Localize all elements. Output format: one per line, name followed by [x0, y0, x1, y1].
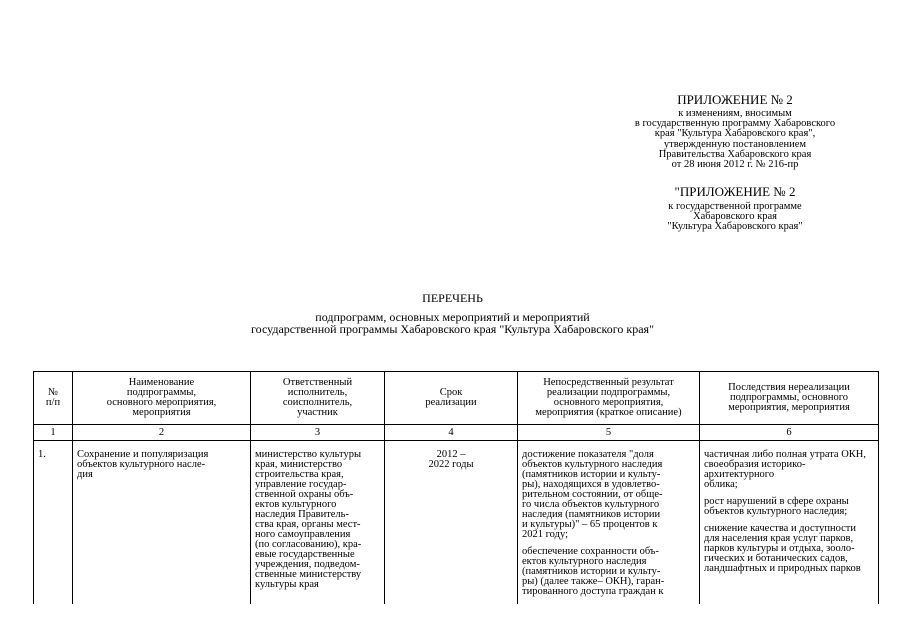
appendix-program-line: к государственной программе [668, 201, 802, 212]
header-cell-executor: Ответственный исполнитель, соисполнитель, участник [251, 372, 385, 425]
result-paragraph: обеспечение сохранности объ- ектов культурного наследия (памятников истории и культу- ры) (далее также– ОКН), гаран- тированного доступа граждан к [522, 546, 665, 597]
row-name: Сохранение и популяризация объектов культурного насле- дия [73, 441, 251, 605]
row-consequences [700, 441, 879, 605]
column-number: 6 [700, 425, 879, 441]
result-paragraph: достижение показателя "доля объектов культурного наследия (памятников истории и культу- ры), находящихся в удовлетво- рительном состоянии, от обще- го числа объектов культурного наследия (памятников истории и культуры)" – 65 процентов к 2021 году; [522, 449, 663, 540]
row-period: 2012 – 2022 годы [385, 441, 518, 605]
column-number: 3 [251, 425, 385, 441]
consequence-paragraph: частичная либо полная утрата ОКН, своеобразия историко-архитектурного облика; [704, 449, 867, 490]
column-number: 1 [34, 425, 73, 441]
row-results [518, 441, 700, 605]
appendix-amendment-line: Правительства Хабаровского края [658, 148, 812, 160]
appendix-amendment-line: от 28 июня 2012 г. № 216-пр [671, 159, 799, 171]
appendix-program-line: "Культура Хабаровского края" [667, 221, 803, 233]
column-number: 5 [518, 425, 700, 441]
header-cell-num: № п/п [34, 372, 73, 425]
header-cell-result: Непосредственный результат реализации подпрограммы, основного мероприятия, мероприятия (краткое описание) [518, 372, 700, 425]
consequence-paragraph: снижение качества и доступности для населения края услуг парков, парков культуры и отдыха, зооло- гических и ботанических садов, ландшафтных и природных парков [704, 523, 861, 574]
appendix-amendment-block [600, 92, 870, 170]
appendix-amendment-line: в государственную программу Хабаровского [634, 118, 836, 130]
appendix-amendment-line: утвержденную постановлением [663, 138, 807, 150]
column-number-row [34, 425, 879, 441]
row-number: 1. [34, 441, 73, 605]
appendix-amendment-line: края "Культура Хабаровского края", [654, 128, 816, 140]
header-cell-period: Срок реализации [385, 372, 518, 425]
consequence-paragraph: рост нарушений в сфере охраны объектов культурного наследия; [704, 496, 849, 517]
appendix-program-line: Хабаровского края [693, 211, 777, 223]
header-cell-consequences: Последствия нереализации подпрограммы, основного мероприятия, мероприятия [700, 372, 879, 425]
heading-subtitle-line: государственной программы Хабаровского края "Культура Хабаровского края" [251, 321, 654, 336]
appendix-amendment-title: ПРИЛОЖЕНИЕ № 2 [677, 92, 793, 107]
table-header-row [34, 372, 879, 425]
document-heading [180, 291, 725, 335]
column-number: 2 [73, 425, 251, 441]
measures-table [33, 371, 879, 604]
appendix-program-title: "ПРИЛОЖЕНИЕ № 2 [674, 184, 796, 199]
appendix-amendment-line: к изменениям, вносимым [678, 108, 792, 119]
column-number: 4 [385, 425, 518, 441]
heading-subtitle-line: подпрограмм, основных мероприятий и мероприятий [315, 310, 590, 324]
header-cell-name: Наименование подпрограммы, основного мероприятия, мероприятия [73, 372, 251, 425]
row-executor: министерство культуры края, министерство строительства края, управление государ- ственной охраны объ- ектов культурного наследия Правитель- ства края, органы мест- ного самоуправления (по согласованию), кра- евые государственные учреждения, подведом- ственные министерству культуры края [251, 441, 385, 605]
table-row [34, 441, 879, 605]
appendix-program-block [600, 184, 870, 233]
heading-title: ПЕРЕЧЕНЬ [422, 291, 483, 305]
